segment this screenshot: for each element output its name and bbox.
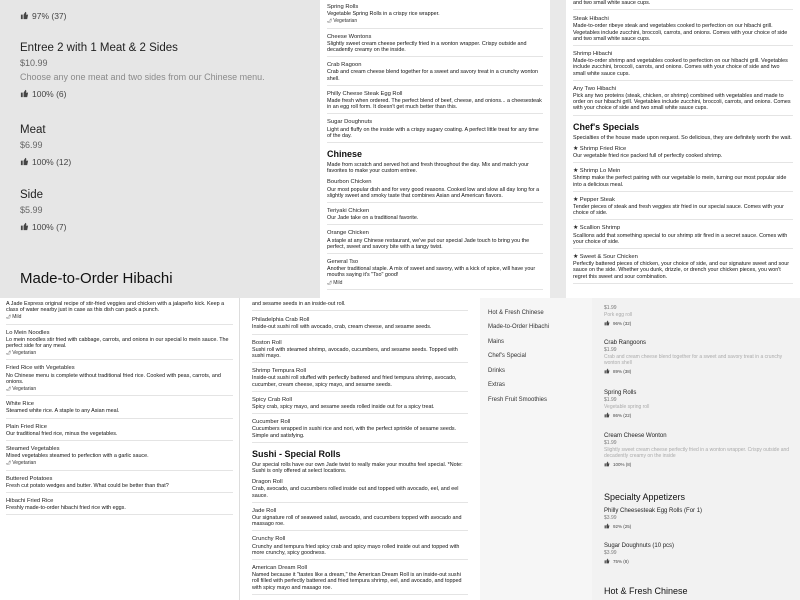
menu-item[interactable] bbox=[573, 197, 793, 221]
menu-item-sugar-doughnuts[interactable] bbox=[604, 543, 674, 564]
item-price: $3.99 bbox=[604, 515, 617, 521]
item-name: Philly Cheesesteak Egg Rolls (For 1) bbox=[604, 508, 703, 514]
item-price: $6.99 bbox=[20, 140, 43, 150]
item-description: Inside-out sushi roll with avocado, crab, cream cheese, and sesame seeds. bbox=[252, 324, 432, 331]
item-description: Sushi roll with steamed shrimp, avocado, cucumbers, and sesame seeds. Topped with sushi mayo. bbox=[252, 346, 458, 360]
item-price: $3.99 bbox=[604, 550, 617, 556]
item-name: Shrimp Hibachi bbox=[573, 51, 613, 58]
item-rating: 100% (8) bbox=[604, 461, 794, 467]
item-name: Steamed Vegetables bbox=[6, 446, 60, 453]
item-description: Made-to-order ribeye steak and vegetables cooked to perfection on our hibachi grill. Vegetables include zucchini, broccoli, carrots, and onions. Comes with your choice of side and two small white sauce cups. bbox=[573, 23, 788, 42]
nav-item-hibachi[interactable]: Made-to-Order Hibachi bbox=[488, 324, 550, 330]
leaf-icon: 🌶 bbox=[6, 350, 13, 356]
item-name: Crab Ragoon bbox=[327, 62, 362, 69]
menu-item[interactable] bbox=[6, 446, 233, 471]
menu-item[interactable] bbox=[327, 91, 543, 115]
item-name: Buttered Potatoes bbox=[6, 475, 53, 482]
menu-item[interactable] bbox=[573, 254, 793, 284]
nav-item-extras[interactable]: Extras bbox=[488, 382, 506, 388]
menu-item-meat[interactable] bbox=[20, 124, 71, 167]
nav-item-smoothies[interactable]: Fresh Fruit Smoothies bbox=[488, 397, 548, 403]
dietary-tag: 🌶 Mild bbox=[327, 279, 343, 286]
menu-item[interactable] bbox=[327, 259, 543, 290]
item-description: No Chinese menu is complete without traditional fried rice. Cooked with peas, carrots, and onions. bbox=[6, 372, 221, 385]
item-name: Dragon Roll bbox=[252, 479, 283, 486]
item-name: ★ Shrimp Fried Rice bbox=[573, 145, 627, 152]
item-name: ★ Scallion Shrimp bbox=[573, 225, 621, 232]
menu-panel-bottom-left bbox=[0, 298, 240, 600]
item-name: Meat bbox=[20, 124, 46, 136]
category-nav bbox=[480, 298, 592, 600]
item-description: Made fresh when ordered. The perfect blend of beef, cheese, and onions... a cheesesteak in an egg roll form. It doesn't get much better than this. bbox=[327, 98, 542, 111]
item-description: Mixed vegetables steamed to perfection with a garlic sauce. bbox=[6, 453, 149, 460]
item-description: Crab, avocado, and cucumbers rolled inside out and topped with avocado, eel, and eel sauce. bbox=[252, 486, 459, 499]
nav-item-hot-fresh-chinese[interactable]: Hot & Fresh Chinese bbox=[488, 310, 544, 316]
item-description: Spicy crab, spicy mayo, and sesame seeds rolled inside out for a spicy treat. bbox=[252, 404, 435, 411]
item-name: Shrimp Tempura Roll bbox=[252, 368, 307, 375]
menu-item[interactable] bbox=[6, 301, 233, 325]
menu-item[interactable] bbox=[252, 565, 468, 595]
menu-item-side[interactable] bbox=[20, 189, 67, 232]
item-name: ★ Pepper Steak bbox=[573, 196, 615, 203]
item-name: Side bbox=[20, 189, 44, 201]
dietary-tag: 🌶 Vegetarian bbox=[327, 18, 358, 25]
menu-item-entree-2[interactable] bbox=[20, 42, 265, 99]
item-name: Lo Mein Noodles bbox=[6, 329, 50, 336]
item-name: Cucumber Roll bbox=[252, 419, 291, 426]
item-description: Vegetable Spring Rolls in a crispy rice wrapper. bbox=[327, 11, 440, 18]
menu-item[interactable] bbox=[6, 365, 233, 396]
menu-item[interactable] bbox=[573, 16, 793, 46]
thumbs-up-icon bbox=[604, 558, 610, 564]
menu-item-spring-rolls[interactable] bbox=[604, 390, 794, 418]
item-description: Pork egg roll bbox=[604, 312, 633, 318]
leaf-icon: 🌶 bbox=[6, 386, 13, 392]
item-description: Our traditional fried rice, minus the vegetables. bbox=[6, 430, 118, 437]
menu-item[interactable] bbox=[6, 498, 233, 515]
item-description: Our most popular dish and for very good reasons. Cooked low and slow all day long for a slightly sweet and smoky taste that combines Asian and American flavors. bbox=[327, 186, 540, 199]
item-description: Fresh cut potato wedges and butter. What could be better than that? bbox=[6, 482, 169, 489]
dietary-tag: 🌶 Vegetarian bbox=[6, 386, 37, 393]
item-name: Philadelphia Crab Roll bbox=[252, 317, 310, 324]
nav-item-chefs-special[interactable]: Chef's Special bbox=[488, 353, 527, 359]
section-title: Chinese bbox=[327, 149, 363, 160]
item-description: Crunchy and tempura fried spicy crab and spicy mayo rolled inside out and topped with more crunchy, spicy goodness. bbox=[252, 543, 460, 556]
item-name: Any Two Hibachi bbox=[573, 85, 617, 92]
menu-item[interactable] bbox=[252, 419, 468, 443]
item-description: Another traditional staple. A mix of sweet and savory, with a kick of spice, will have your mouths saying it's "Tso" good! bbox=[327, 266, 536, 279]
menu-item[interactable] bbox=[327, 208, 543, 225]
menu-panel-top-middle bbox=[320, 0, 550, 298]
item-description: Freshly made-to-order hibachi fried rice with eggs. bbox=[6, 505, 126, 512]
thumbs-up-icon bbox=[20, 222, 29, 231]
item-description: Choose any one meat and two sides from our Chinese menu. bbox=[20, 72, 265, 82]
section-title: Specialty Appetizers bbox=[604, 492, 686, 502]
item-rating: 100% (7) bbox=[20, 222, 67, 232]
item-description: Pick any two proteins (steak, chicken, or shrimp) combined with vegetables and made to order on our hibachi grill. Vegetables include zucchini, broccoli, carrots, and onions. Comes with your choice of side and two small white sauce cups. bbox=[573, 93, 791, 112]
nav-item-drinks[interactable]: Drinks bbox=[488, 368, 506, 374]
item-name: Hibachi Fried Rice bbox=[6, 498, 54, 505]
item-rating: 89% (38) bbox=[604, 368, 794, 374]
item-name: General Tso bbox=[327, 259, 359, 266]
item-description: Tender pieces of steak and fresh veggies stir fried in our special sauce. Comes with your choice of side. bbox=[573, 204, 784, 217]
leaf-icon: 🌶 bbox=[6, 460, 13, 466]
section-description: Our special rolls have our own Jade twist to really make your mouths feel special. *Note: Sushi is only offered at select locations. bbox=[252, 461, 463, 475]
item-price: $1.99 bbox=[604, 305, 617, 311]
section-title: Made-to-Order Hibachi bbox=[20, 270, 173, 287]
section-description: Made from scratch and served hot and fresh throughout the day. Mix and match your favorites to make your custom entree. bbox=[327, 162, 529, 175]
thumbs-up-icon bbox=[604, 368, 610, 374]
item-description: Named because it "tastes like a dream," the American Dream Roll is an inside-out sushi roll filled with perfectly battered and fried tempura shrimp, eel, and avocado, and topped with spicy mayo and masago roe. bbox=[252, 572, 462, 591]
menu-item[interactable] bbox=[327, 119, 543, 143]
item-description: Our signature roll of seaweed salad, avocado, and cucumbers topped with avocado and massago roe. bbox=[252, 515, 462, 528]
item-name: Entree 2 with 1 Meat & 2 Sides bbox=[20, 42, 178, 54]
thumbs-up-icon bbox=[604, 412, 610, 418]
menu-item-crab-rangoons[interactable] bbox=[604, 340, 794, 374]
item-description: Crab and cream cheese blend together for a sweet and savory treat in a crunchy wonton shell. bbox=[327, 69, 538, 82]
item-description: Crab and cream cheese blend together for a sweet and savory treat in a crunchy wonton shell bbox=[604, 354, 783, 366]
item-name: Crab Rangoons bbox=[604, 340, 647, 346]
item-name: White Rice bbox=[6, 401, 35, 408]
item-description: A staple at any Chinese restaurant, we've put our special Jade touch to bring you the perfect, sweet and savory bite with a tangy twist. bbox=[327, 237, 530, 250]
item-description: Our vegetable fried rice packed full of perfectly cooked shrimp. bbox=[573, 153, 723, 160]
menu-panel-top-right bbox=[566, 0, 800, 298]
item-price: $10.99 bbox=[20, 58, 48, 68]
item-description: Scallions add that something special to our shrimp stir fired in a secret sauce. Comes with your choice of side. bbox=[573, 232, 788, 245]
item-name: ★ Shrimp Lo Mein bbox=[573, 168, 621, 175]
item-description: Slightly sweet cream cheese perfectly fried in a wonton wrapper. Crispy outside and decadently creamy on the inside. bbox=[327, 40, 527, 54]
item-name: Spring Rolls bbox=[604, 390, 637, 396]
item-name: Plain Fried Rice bbox=[6, 423, 47, 430]
leaf-icon: 🌶 bbox=[327, 18, 334, 24]
item-price: $1.99 bbox=[604, 440, 617, 446]
dietary-tag: 🌶 Mild bbox=[6, 314, 22, 321]
item-name: Philly Cheese Steak Egg Roll bbox=[327, 90, 403, 97]
menu-item[interactable] bbox=[252, 340, 468, 364]
item-name: ★ Sweet & Sour Chicken bbox=[573, 254, 638, 261]
menu-panel-top-left bbox=[0, 0, 320, 298]
menu-item[interactable] bbox=[252, 368, 468, 392]
item-description: Inside-out sushi roll stuffed with perfectly battered and fried tempura shrimp, avocado, cucumber, cream cheese, spicy mayo, and sesame seeds. bbox=[252, 375, 457, 388]
thumbs-up-icon bbox=[604, 461, 610, 467]
item-name: Spring Rolls bbox=[327, 4, 359, 10]
top-rating: 97% (37) bbox=[20, 11, 67, 21]
item-description: Made-to-order shrimp and vegetables cooked to perfection on our hibachi grill. Vegetables include zucchini, broccoli, carrots, and onions. Comes with your choice of side and two small white sauce cups. bbox=[573, 58, 788, 77]
menu-item[interactable] bbox=[252, 536, 468, 560]
menu-item[interactable] bbox=[327, 230, 543, 254]
menu-item[interactable] bbox=[573, 146, 793, 163]
item-description: A Jade Express original recipe of stir-fried veggies and chicken with a jalapeño kick. Keep a class of water nearby just in case as this dish can pack a punch. bbox=[6, 301, 225, 314]
item-name: Spicy Crab Roll bbox=[252, 396, 292, 403]
truncated-text: and two small white sauce cups. bbox=[573, 0, 793, 10]
menu-item[interactable] bbox=[252, 508, 468, 532]
item-description: Steamed white rice. A staple to any Asian meal. bbox=[6, 408, 120, 415]
menu-item[interactable] bbox=[6, 476, 233, 493]
item-rating: 100% (12) bbox=[20, 157, 71, 167]
menu-item[interactable] bbox=[327, 179, 543, 203]
item-description: Slightly sweet cream cheese perfectly fried in a wonton wrapper. Crispy outside and decadently creamy on the inside bbox=[604, 447, 790, 459]
item-name: Crunchy Roll bbox=[252, 536, 286, 543]
item-rating: 75% (8) bbox=[604, 558, 674, 564]
section-description: Specialties of the house made upon request. So delicious, they are definitely worth the wait. bbox=[573, 134, 792, 141]
menu-item[interactable] bbox=[327, 34, 543, 58]
item-name: Sugar Doughnuts bbox=[327, 119, 373, 126]
item-rating: 96% (32) bbox=[604, 320, 794, 326]
menu-item[interactable] bbox=[573, 168, 793, 192]
item-name: Fried Rice with Vegetables bbox=[6, 365, 75, 372]
item-description: Cucumbers wrapped in sushi rice and nori, with the perfect sprinkle of sesame seeds. Simple and satisfying. bbox=[252, 426, 457, 439]
menu-item[interactable] bbox=[6, 401, 233, 418]
item-name: Bourbon Chicken bbox=[327, 179, 372, 186]
item-name: Orange Chicken bbox=[327, 230, 369, 237]
thumbs-up-icon bbox=[20, 11, 29, 20]
dietary-tag: 🌶 Vegetarian bbox=[6, 460, 37, 467]
menu-item-egg-roll[interactable] bbox=[604, 304, 794, 326]
item-price: $5.99 bbox=[20, 205, 43, 215]
item-name: Cheese Wontons bbox=[327, 33, 372, 40]
item-name: Sugar Doughnuts (10 pcs) bbox=[604, 543, 675, 549]
menu-item[interactable] bbox=[252, 397, 468, 414]
item-description: Lo mein noodles stir fried with cabbage, carrots, and onions in our special lo mein sauce. The perfect side for any meal. bbox=[6, 336, 229, 350]
menu-panel-bottom-right bbox=[480, 298, 800, 600]
menu-item-philly-egg-rolls[interactable] bbox=[604, 508, 702, 529]
thumbs-up-icon bbox=[20, 157, 29, 166]
item-description: Shrimp make the perfect pairing with our vegetable lo mein, turning our most popular side into a delicious meal. bbox=[573, 175, 787, 188]
menu-item[interactable] bbox=[6, 330, 233, 361]
nav-item-mains[interactable]: Mains bbox=[488, 339, 505, 345]
item-name: Boston Roll bbox=[252, 339, 282, 346]
dietary-tag: 🌶 Vegetarian bbox=[6, 350, 37, 357]
item-description: Our Jade take on a traditional favorite. bbox=[327, 215, 419, 222]
section-title: Hot & Fresh Chinese bbox=[604, 586, 688, 596]
menu-item-cream-cheese-wonton[interactable] bbox=[604, 433, 794, 467]
leaf-icon: 🌶 bbox=[6, 314, 13, 320]
item-description: Perfectly battered pieces of chicken, your choice of side, and our signature sweet and sour sauce on the side. Whether you dunk, drizzle, or drench your chicken pieces, you won't regret this sweet and sour combination. bbox=[573, 261, 790, 280]
item-description: Vegetable spring roll bbox=[604, 404, 650, 410]
thumbs-up-icon bbox=[604, 320, 610, 326]
menu-item[interactable] bbox=[573, 51, 793, 81]
section-title: Chef's Specials bbox=[573, 121, 640, 132]
menu-item[interactable] bbox=[252, 317, 468, 334]
menu-item[interactable] bbox=[6, 424, 233, 441]
item-rating: 92% (25) bbox=[604, 523, 702, 529]
menu-item[interactable] bbox=[327, 62, 543, 86]
menu-item[interactable] bbox=[252, 479, 468, 503]
item-name: Cream Cheese Wonton bbox=[604, 433, 667, 439]
item-price: $1.99 bbox=[604, 397, 617, 403]
item-name: Jade Roll bbox=[252, 507, 277, 514]
thumbs-up-icon bbox=[20, 89, 29, 98]
item-name: Steak Hibachi bbox=[573, 16, 609, 23]
item-name: American Dream Roll bbox=[252, 565, 308, 572]
leaf-icon: 🌶 bbox=[327, 279, 334, 285]
truncated-text: and sesame seeds in an inside-out roll. bbox=[252, 301, 468, 311]
thumbs-up-icon bbox=[604, 523, 610, 529]
menu-panel-bottom-middle bbox=[240, 298, 480, 600]
item-rating: 100% (6) bbox=[20, 89, 265, 99]
item-price: $1.99 bbox=[604, 347, 617, 353]
section-title: Sushi - Special Rolls bbox=[252, 448, 341, 459]
menu-item[interactable] bbox=[327, 4, 543, 29]
item-rating: 86% (22) bbox=[604, 412, 794, 418]
item-description: Light and fluffy on the inside with a crispy sugary coating. A perfect little treat for any time of the day. bbox=[327, 126, 539, 139]
menu-item[interactable] bbox=[573, 225, 793, 249]
item-name: Teriyaki Chicken bbox=[327, 208, 370, 215]
menu-item[interactable] bbox=[573, 86, 793, 116]
